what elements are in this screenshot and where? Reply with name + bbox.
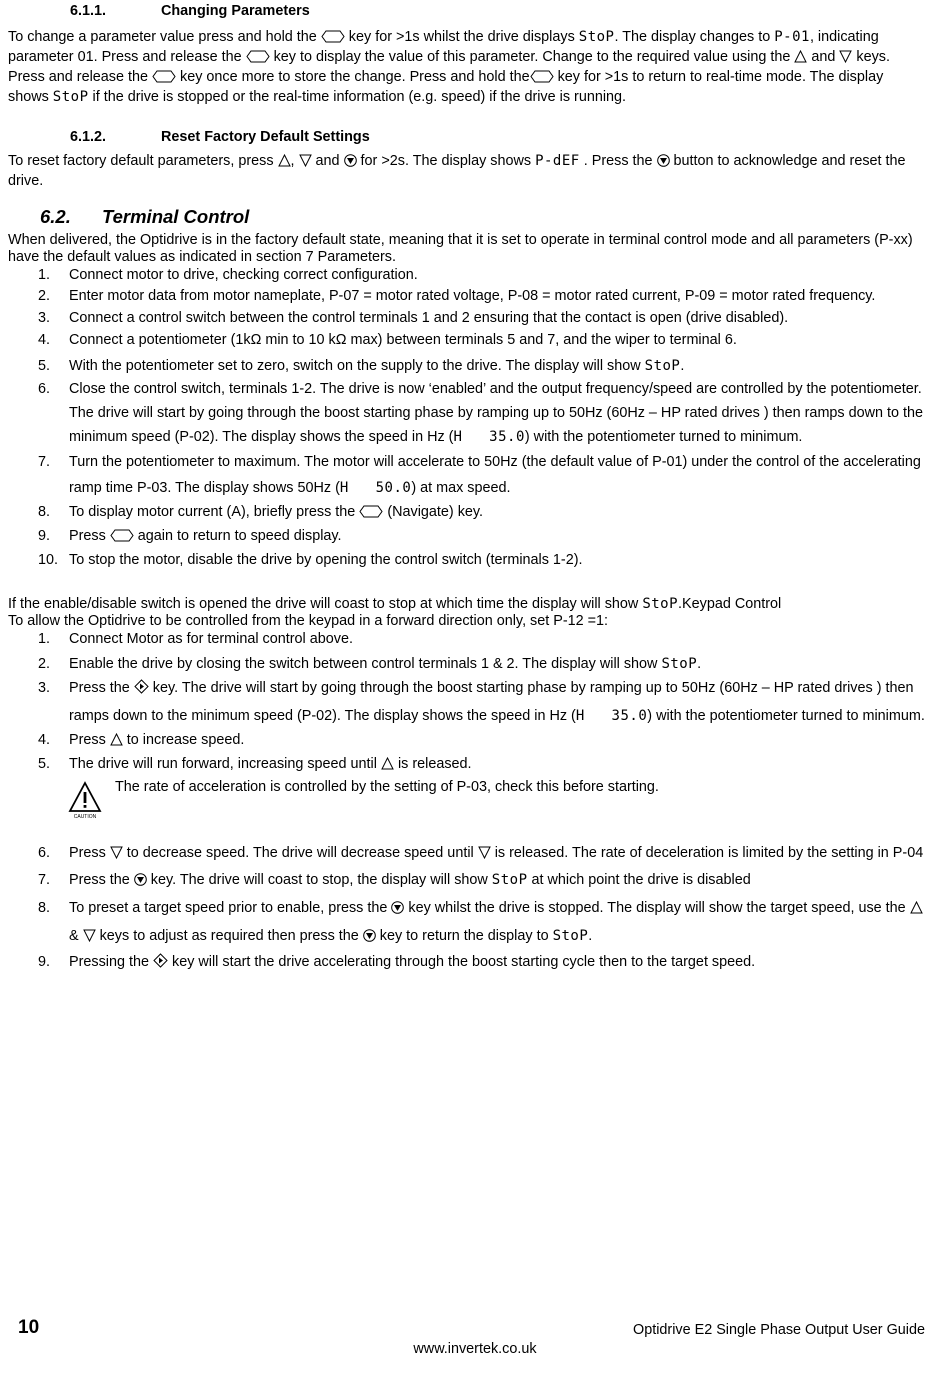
document-title: Optidrive E2 Single Phase Output User Guide bbox=[633, 1322, 925, 1338]
up-arrow-icon bbox=[110, 731, 123, 753]
lcd-stop: StoP bbox=[661, 656, 698, 672]
list-item: 10. To stop the motor, disable the drive by opening the control switch (terminals 1-2). bbox=[38, 552, 583, 568]
up-arrow-icon bbox=[278, 154, 291, 172]
lcd-stop: StoP bbox=[491, 872, 528, 888]
list-item: 1. Connect motor to drive, checking correct configuration. bbox=[38, 267, 418, 283]
list-item: 6. Close the control switch, terminals 1-2. The drive is now ‘enabled’ and the output frequency/speed are controlled by the potentiometer. The drive will start by going through the boost starting phase by ramping up to 50Hz (60Hz – HP rated drives ) then ramps down to the minimum speed (P-02). The display shows the speed in Hz (H 35.0) with the potentiometer turned to minimum. bbox=[38, 381, 924, 445]
reset-defaults-paragraph: To reset factory default parameters, press , and for >2s. The display shows P-dEF . Press the button to acknowledge and reset the drive. bbox=[8, 153, 906, 189]
navigate-key-icon bbox=[321, 30, 345, 48]
section-title: Reset Factory Default Settings bbox=[161, 129, 370, 145]
navigate-key-icon bbox=[152, 70, 176, 88]
down-arrow-icon bbox=[83, 925, 96, 951]
section-number: 6.1.2. bbox=[70, 129, 107, 145]
list-item: 4. Press to increase speed. bbox=[8, 729, 928, 753]
lcd-stop: StoP bbox=[578, 29, 615, 45]
list-item: 5. The drive will run forward, increasing speed until is released. bbox=[8, 753, 928, 777]
list-item: 7. Turn the potentiometer to maximum. The motor will accelerate to 50Hz (the default value of P-01) under the control of the accelerating ramp time P-03. The display shows 50Hz (H 50.0) at max speed. bbox=[38, 454, 921, 496]
stop-key-icon bbox=[391, 897, 404, 923]
list-item: 3. Connect a control switch between the control terminals 1 and 2 ensuring that the contact is open (drive disabled). bbox=[38, 310, 789, 326]
section-6-1-1-heading bbox=[8, 0, 928, 20]
lcd-stop: StoP bbox=[52, 89, 89, 105]
start-key-icon bbox=[153, 953, 168, 975]
lcd-speed: H 50.0 bbox=[339, 480, 412, 496]
up-arrow-icon bbox=[910, 897, 923, 923]
section-number: 6.1.1. bbox=[70, 3, 107, 19]
down-arrow-icon bbox=[110, 843, 123, 867]
list-item: 9. Pressing the key will start the drive accelerating through the boost starting cycle then to the target speed. bbox=[8, 951, 928, 975]
section-title: Changing Parameters bbox=[161, 3, 310, 19]
keypad-control-steps bbox=[8, 630, 928, 777]
footer-url: www.invertek.co.uk bbox=[413, 1341, 537, 1357]
caution-icon bbox=[68, 781, 102, 819]
caution-note bbox=[8, 777, 928, 833]
keypad-intro: To allow the Optidrive to be controlled from the keypad in a forward direction only, set P-12 =1: bbox=[8, 613, 609, 629]
down-arrow-icon bbox=[299, 154, 312, 172]
list-item: 3. Press the key. The drive will start by going through the boost starting phase by ramping up to 50Hz (60Hz – HP rated drives ) then ramps down to the minimum speed (P-02). The display shows the speed in Hz (H 35.0) with the potentiometer turned to minimum. bbox=[8, 675, 928, 729]
stop-key-icon bbox=[134, 869, 147, 895]
stop-key-icon bbox=[657, 154, 670, 172]
list-item: 1. Connect Motor as for terminal control above. bbox=[38, 631, 353, 647]
list-item: 5. With the potentiometer set to zero, switch on the supply to the drive. The display will show StoP. bbox=[38, 358, 685, 374]
start-key-icon bbox=[134, 677, 149, 703]
list-item: 8. To preset a target speed prior to enable, press the key whilst the drive is stopped. The display will show the target speed, use the & keys to adjust as required then press the key to return the display to StoP. bbox=[8, 895, 928, 951]
list-item: 9. Press again to return to speed display. bbox=[8, 525, 928, 549]
section-6-2-heading bbox=[8, 208, 928, 232]
coast-stop-paragraph: If the enable/disable switch is opened the drive will coast to stop at which time the display will show StoP.Keypad Control bbox=[8, 596, 782, 612]
list-item: 8. To display motor current (A), briefly press the (Navigate) key. bbox=[8, 501, 928, 525]
stop-key-icon bbox=[344, 154, 357, 172]
page-number: 10 bbox=[18, 1317, 40, 1338]
terminal-control-intro: When delivered, the Optidrive is in the factory default state, meaning that it is set to operate in terminal control mode and all parameters (P-xx) have the default values as indicated in section 7 Parameters. bbox=[8, 232, 913, 265]
up-arrow-icon bbox=[794, 50, 807, 68]
navigate-key-icon bbox=[110, 527, 134, 549]
stop-key-icon bbox=[363, 925, 376, 951]
lcd-stop: StoP bbox=[644, 358, 681, 374]
terminal-control-steps bbox=[8, 266, 928, 571]
list-item: 2. Enter motor data from motor nameplate, P-07 = motor rated voltage, P-08 = motor rated current, P-09 = motor rated frequency. bbox=[38, 288, 876, 304]
lcd-stop: StoP bbox=[642, 596, 679, 612]
up-arrow-icon bbox=[381, 755, 394, 777]
lcd-pdef: P-dEF bbox=[535, 153, 580, 169]
down-arrow-icon bbox=[839, 50, 852, 68]
list-item: 2. Enable the drive by closing the switch between control terminals 1 & 2. The display will show StoP. bbox=[38, 656, 702, 672]
section-title: Terminal Control bbox=[102, 206, 250, 227]
caution-text: The rate of acceleration is controlled by the setting of P-03, check this before starting. bbox=[115, 779, 659, 795]
changing-parameters-paragraph: To change a parameter value press and hold the key for >1s whilst the drive displays StoP. The display changes to P-01, indicating parameter 01. Press and release the key to display the value of this parameter. Change to the required value using the and keys. Press and release the key once more to store the change. Press and hold the key for >1s to return to real-time mode. The display shows StoP if the drive is stopped or the real-time information (e.g. speed) if the drive is running. bbox=[8, 29, 890, 105]
navigate-key-icon bbox=[246, 50, 270, 68]
lcd-speed: H 35.0 bbox=[453, 429, 525, 445]
down-arrow-icon bbox=[478, 843, 491, 867]
list-item: 4. Connect a potentiometer (1kΩ min to 10 kΩ max) between terminals 5 and 7, and the wiper to terminal 6. bbox=[38, 332, 737, 348]
lcd-speed: H 35.0 bbox=[575, 708, 648, 724]
list-item: 7. Press the key. The drive will coast to stop, the display will show StoP at which point the drive is disabled bbox=[8, 867, 928, 895]
lcd-p01: P-01 bbox=[774, 29, 810, 45]
section-6-1-2-heading bbox=[8, 126, 928, 146]
lcd-stop: StoP bbox=[552, 928, 589, 944]
navigate-key-icon bbox=[530, 70, 554, 88]
keypad-control-steps-continued bbox=[8, 841, 928, 975]
list-item: 6. Press to decrease speed. The drive will decrease speed until is released. The rate of deceleration is limited by the setting in P-04 bbox=[8, 841, 928, 867]
caution-label: CAUTION bbox=[73, 814, 97, 819]
section-number: 6.2. bbox=[40, 206, 71, 227]
navigate-key-icon bbox=[359, 503, 383, 525]
